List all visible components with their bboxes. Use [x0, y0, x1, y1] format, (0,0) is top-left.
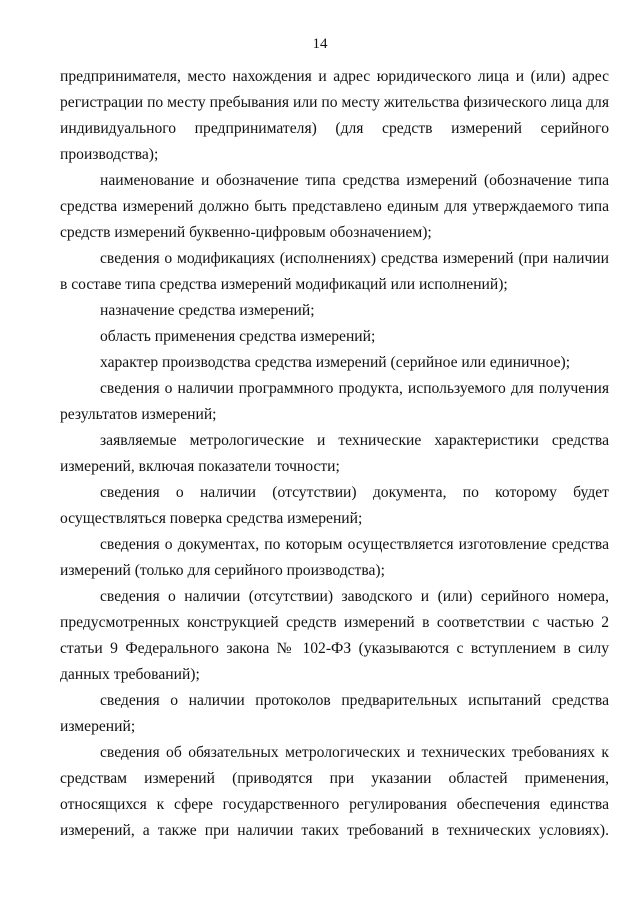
paragraph-purpose: назначение средства измерений;	[100, 302, 315, 319]
paragraph-characteristics: заявляемые метрологические и технические характеристики средства измерений, включая показатели точности;	[60, 432, 609, 475]
paragraph-mandatory-requirements: сведения об обязательных метрологических и технических требованиях к средствам измерений (приводятся при указании областей применения, относящихся к сфере государственного регулирования обеспечения единства измерений, а также при наличии таких требований в технических условиях).	[60, 744, 609, 839]
paragraph-application-area: область применения средства измерений;	[100, 328, 376, 345]
page-number: 14	[312, 36, 328, 52]
paragraph-modifications: сведения о модификациях (исполнениях) средства измерений (при наличии в составе типа средства измерений модификаций или исполнений);	[60, 250, 609, 293]
paragraph-applicant-address: предпринимателя, место нахождения и адрес юридического лица и (или) адрес регистрации по месту пребывания или по месту жительства физического лица для индивидуального предпринимателя) (для средств измерений серийного производства);	[60, 68, 609, 163]
document-body	[60, 64, 609, 844]
paragraph-preliminary-tests: сведения о наличии протоколов предварительных испытаний средства измерений;	[60, 692, 609, 735]
paragraph-type-name: наименование и обозначение типа средства измерений (обозначение типа средства измерений должно быть представлено единым для утверждаемого типа средств измерений буквенно-цифровым обозначением);	[60, 172, 609, 241]
paragraph-manufacturing-documents: сведения о документах, по которым осуществляется изготовление средства измерений (только для серийного производства);	[60, 536, 609, 579]
paragraph-serial-number: сведения о наличии (отсутствии) заводского и (или) серийного номера, предусмотренных конструкцией средств измерений в соответствии с частью 2 статьи 9 Федерального закона № 102-ФЗ (указываются с вступлением в силу данных требований);	[60, 588, 609, 683]
paragraph-production-type: характер производства средства измерений (серийное или единичное);	[100, 354, 571, 371]
paragraph-software: сведения о наличии программного продукта, используемого для получения результатов измерений;	[60, 380, 609, 423]
paragraph-verification-document: сведения о наличии (отсутствии) документа, по которому будет осуществляться поверка средства измерений;	[60, 484, 609, 527]
